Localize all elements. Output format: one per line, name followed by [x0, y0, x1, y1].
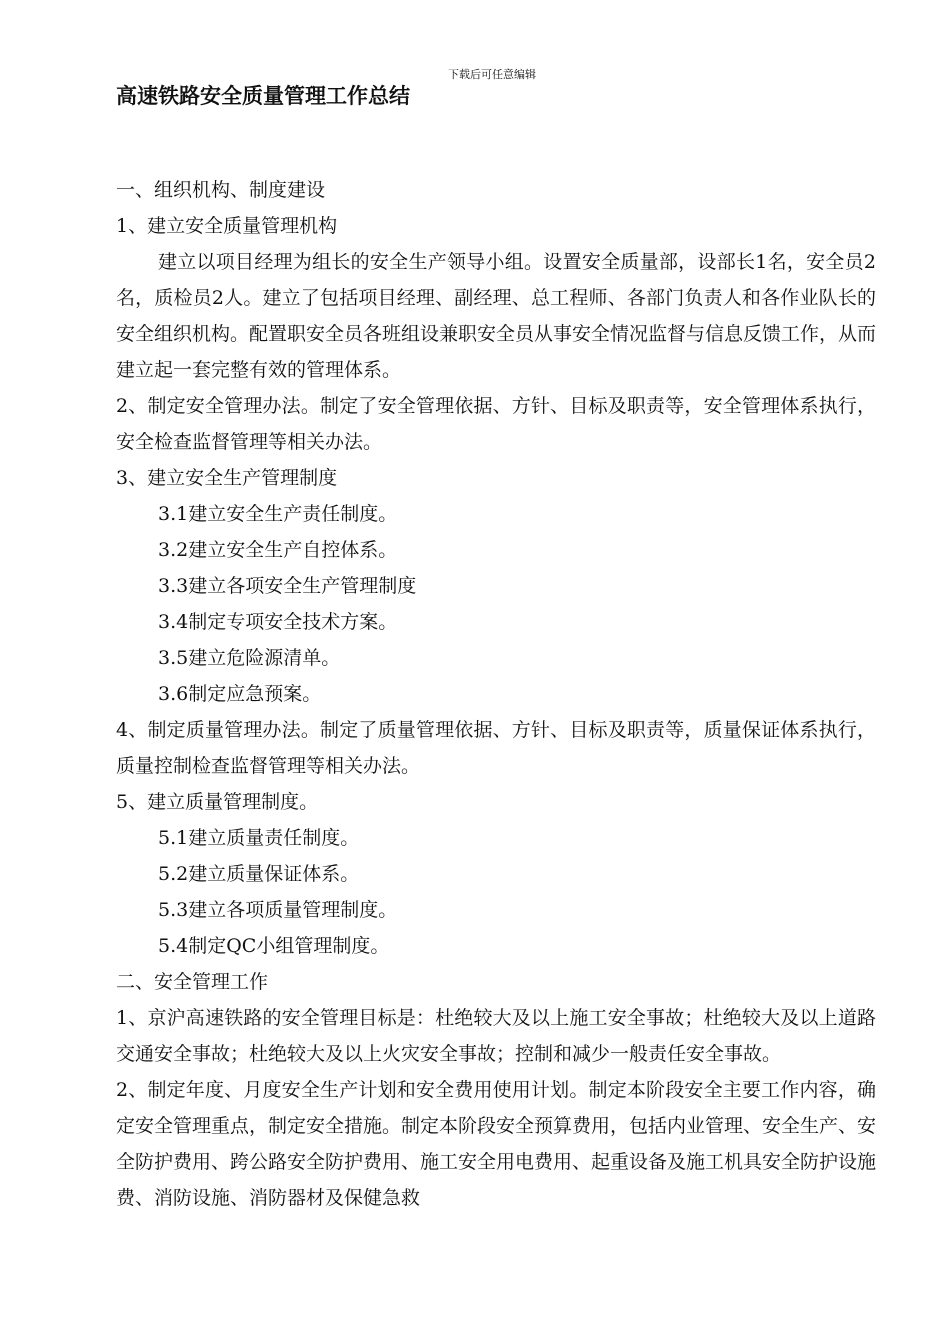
sub-item: 5.4制定QC小组管理制度。	[158, 935, 390, 957]
section-heading-1: 一、组织机构、制度建设	[116, 179, 326, 201]
item-heading: 3、建立安全生产管理制度	[116, 467, 338, 489]
sub-item: 3.1建立安全生产责任制度。	[158, 503, 398, 525]
paragraph: 1、京沪高速铁路的安全管理目标是：杜绝较大及以上施工安全事故；杜绝较大及以上道路交通安全事故；杜绝较大及以上火灾安全事故；控制和减少一般责任安全事故。	[116, 1007, 876, 1065]
paragraph: 2、制定年度、月度安全生产计划和安全费用使用计划。制定本阶段安全主要工作内容，确定安全管理重点，制定安全措施。制定本阶段安全预算费用，包括内业管理、安全生产、安全防护费用、跨公路安全防护费用、施工安全用电费用、起重设备及施工机具安全防护设施费、消防设施、消防器材及保健急救	[116, 1079, 877, 1209]
paragraph: 2、制定安全管理办法。制定了安全管理依据、方针、目标及职责等，安全管理体系执行，安全检查监督管理等相关办法。	[116, 395, 876, 453]
item-heading: 1、建立安全质量管理机构	[116, 215, 338, 237]
sub-item: 5.1建立质量责任制度。	[158, 827, 360, 849]
item-heading: 5、建立质量管理制度。	[116, 791, 319, 813]
paragraph: 建立以项目经理为组长的安全生产领导小组。设置安全质量部，设部长1名，安全员2名，质检员2人。建立了包括项目经理、副经理、总工程师、各部门负责人和各作业队长的安全组织机构。配置职安全员各班组设兼职安全员从事安全情况监督与信息反馈工作，从而建立起一套完整有效的管理体系。	[116, 251, 877, 381]
document-title: 高速铁路安全质量管理工作总结	[116, 84, 410, 108]
sub-item: 5.2建立质量保证体系。	[158, 863, 360, 885]
sub-item: 5.3建立各项质量管理制度。	[158, 899, 398, 921]
section-heading-2: 二、安全管理工作	[116, 971, 269, 993]
sub-item: 3.6制定应急预案。	[158, 683, 322, 705]
sub-item: 3.2建立安全生产自控体系。	[158, 539, 398, 561]
header-note: 下载后可任意编辑	[448, 68, 536, 81]
sub-item: 3.3建立各项安全生产管理制度	[158, 575, 417, 597]
paragraph: 4、制定质量管理办法。制定了质量管理依据、方针、目标及职责等，质量保证体系执行，质量控制检查监督管理等相关办法。	[116, 719, 876, 777]
sub-item: 3.5建立危险源清单。	[158, 647, 341, 669]
document-body	[116, 172, 876, 1216]
sub-item: 3.4制定专项安全技术方案。	[158, 611, 398, 633]
